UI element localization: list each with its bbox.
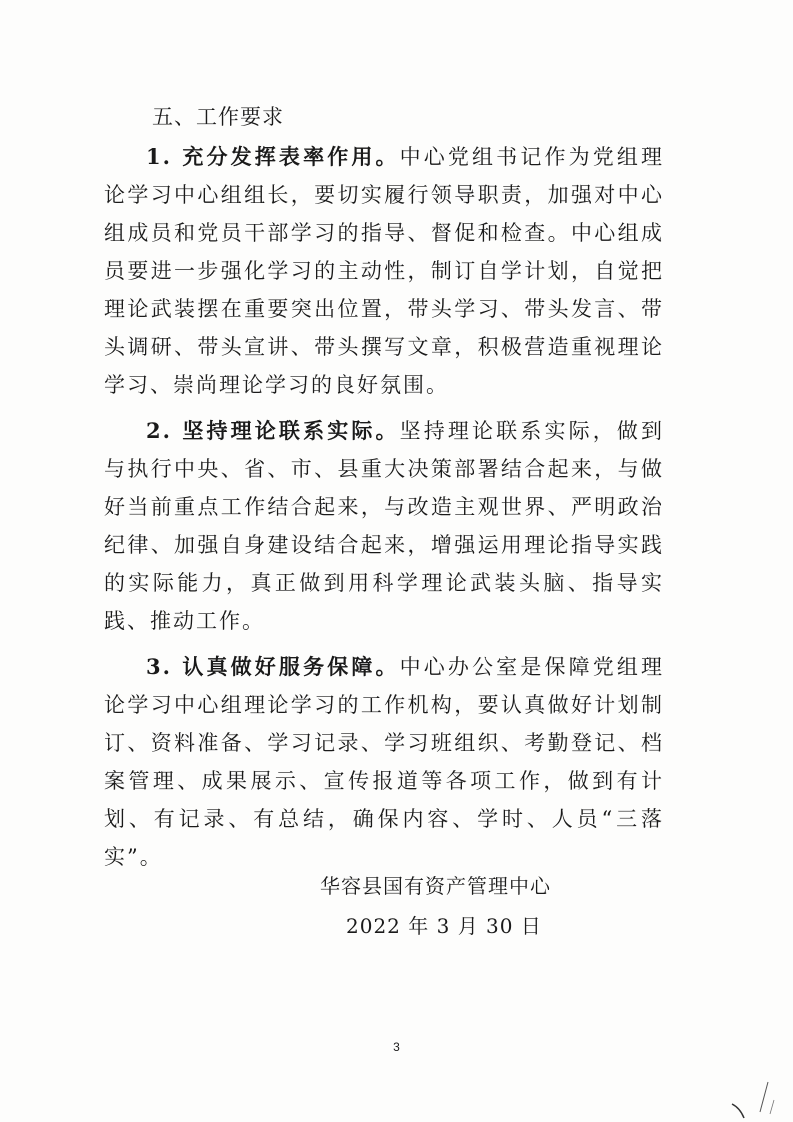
section-heading: 五、工作要求 [152, 105, 284, 129]
requirement-body-3: 中心办公室是保障党组理论学习中心组理论学习的工作机构，要认真做好计划制订、资料准备、学习记录、学习班组织、考勤登记、档案管理、成果展示、宣传报道等各项工作，做到有计划、有记录、有总结，确保内容、学时、人员“三落实”。 [104, 655, 665, 869]
requirement-paragraph-1 [104, 138, 664, 404]
signature-organization: 华容县国有资产管理中心 [320, 874, 551, 898]
page-number: 3 [393, 1040, 400, 1054]
signature-block [320, 866, 620, 946]
requirement-lead-1: 1. 充分发挥表率作用。 [146, 144, 400, 169]
document-body [104, 96, 664, 876]
requirement-paragraph-3 [104, 648, 664, 876]
requirement-body-2: 坚持理论联系实际，做到与执行中央、省、市、县重大决策部署结合起来，与做好当前重点工作结合起来，与改造主观世界、严明政治纪律、加强自身建设结合起来，增强运用理论指导实践的实际能力，真正做到用科学理论武装头脑、指导实践、推动工作。 [104, 419, 665, 633]
requirement-lead-2: 2. 坚持理论联系实际。 [146, 418, 400, 443]
scan-corner-mark [730, 1078, 780, 1122]
requirement-paragraph-2 [104, 412, 664, 640]
signature-date: 2022 年 3 月 30 日 [346, 914, 542, 938]
requirement-lead-3: 3. 认真做好服务保障。 [146, 654, 400, 679]
requirement-body-1: 中心党组书记作为党组理论学习中心组组长，要切实履行领导职责，加强对中心组成员和党员干部学习的指导、督促和检查。中心组成员要进一步强化学习的主动性，制订自学计划，自觉把理论武装摆在重要突出位置，带头学习、带头发言、带头调研、带头宣讲、带头撰写文章，积极营造重视理论学习、崇尚理论学习的良好氛围。 [104, 145, 665, 397]
